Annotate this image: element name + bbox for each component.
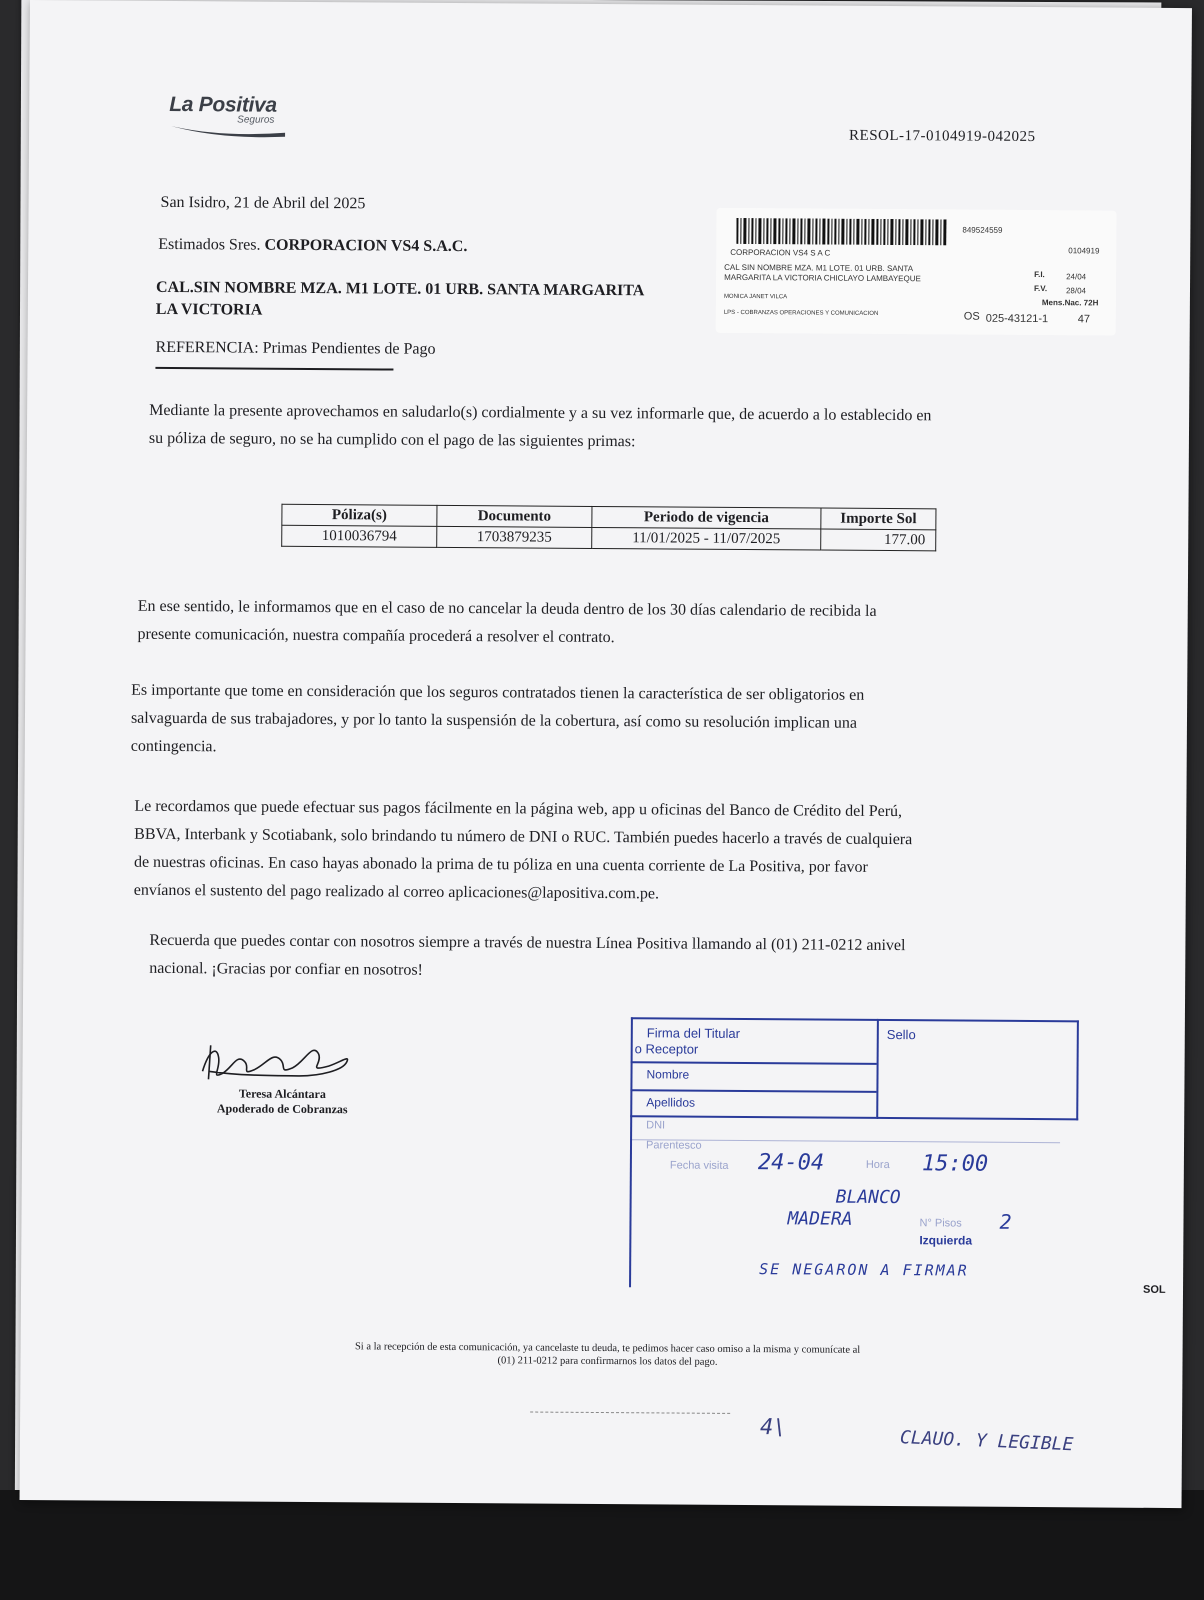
stamp-pisos-label: N° Pisos bbox=[919, 1217, 962, 1230]
divider bbox=[530, 1412, 730, 1415]
handwritten-mark: 4\ bbox=[759, 1415, 787, 1441]
stamp-dni-label: DNI bbox=[646, 1119, 666, 1132]
stamp-hora-label: Hora bbox=[865, 1158, 890, 1172]
label-person: MONICA JANET VILCA bbox=[723, 293, 788, 301]
label-department: LPS - COBRANZAS OPERACIONES Y COMUNICACION bbox=[723, 309, 879, 317]
paragraph-intro-line-1: Mediante la presente aprovechamos en saludarlo(s) cordialmente y a su vez informarle que, de acuerdo a lo establecido en bbox=[149, 401, 932, 425]
stamp-fecha-value: 24-04 bbox=[757, 1150, 825, 1176]
stamp-note: SE NEGARON A FIRMAR bbox=[759, 1260, 969, 1280]
stamp-hora-value: 15:00 bbox=[921, 1151, 989, 1177]
table-cell: 1010036794 bbox=[282, 525, 437, 547]
stamp-material-value: MADERA bbox=[787, 1208, 853, 1230]
reference-underline bbox=[155, 367, 393, 371]
barcode-number: 849524559 bbox=[962, 225, 1003, 235]
paragraph-intro bbox=[149, 397, 1109, 460]
label-company: CORPORACION VS4 S A C bbox=[730, 247, 831, 258]
paragraph-4 bbox=[134, 793, 1115, 912]
label-address-2: MARGARITA LA VICTORIA CHICLAYO LAMBAYEQUE bbox=[724, 272, 921, 284]
handwritten-signature-icon bbox=[188, 1031, 358, 1086]
table-cell: 11/01/2025 - 11/07/2025 bbox=[592, 527, 821, 550]
date-line: San Isidro, 21 de Abril del 2025 bbox=[160, 193, 366, 213]
paragraph-2 bbox=[137, 593, 1105, 656]
table-header: Periodo de vigencia bbox=[592, 506, 821, 529]
premiums-table bbox=[281, 504, 936, 552]
footer-line-1: Si a la recepción de esta comunicación, ya cancelaste tu deuda, te pedimos hacer caso omiso a la misma y comunícate al bbox=[354, 1341, 861, 1356]
stamp-lado-label: Izquierda bbox=[919, 1233, 973, 1248]
paragraph-3-line-1: Es importante que tome en consideración que los seguros contratados tienen la característica de ser obligatorios en bbox=[131, 681, 865, 704]
label-service: Mens.Nac. 72H bbox=[1041, 298, 1099, 308]
footer-note bbox=[282, 1340, 932, 1371]
barcode-icon bbox=[736, 218, 946, 245]
paragraph-3 bbox=[131, 677, 1108, 768]
company-name: CORPORACION VS4 S.A.C. bbox=[264, 236, 468, 256]
salutation-prefix: Estimados Sres. bbox=[158, 235, 261, 254]
stamp-parentesco-label: Parentesco bbox=[645, 1139, 702, 1152]
table-cell: 177.00 bbox=[821, 529, 936, 551]
stamp-firma-label-1: Firma del Titular bbox=[646, 1025, 741, 1041]
label-count: 47 bbox=[1077, 313, 1091, 326]
paragraph-2-line-1: En ese sentido, le informamos que en el caso de no cancelar la deuda dentro de los 30 días calendario de recibida la bbox=[137, 597, 877, 620]
paragraph-4-line-3: de nuestras oficinas. En caso hayas abonado la prima de tu póliza en una cuenta corriente de La Positiva, por favor bbox=[133, 853, 868, 876]
stamp-pisos-value: 2 bbox=[999, 1209, 1012, 1234]
paragraph-intro-line-2: su póliza de seguro, no se ha cumplido con el pago de las siguientes primas: bbox=[148, 429, 636, 451]
table-header: Importe Sol bbox=[821, 508, 936, 530]
paragraph-3-line-2: salvaguarda de sus trabajadores, y por lo tanto la suspensión de la cobertura, así como su resolución implican una bbox=[130, 709, 858, 732]
paragraph-5 bbox=[149, 927, 1109, 990]
handwritten-note: CLAUO. Y LEGIBLE bbox=[899, 1427, 1074, 1456]
paragraph-4-line-2: BBVA, Interbank y Scotiabank, solo brindando tu número de DNI o RUC. También puedes hacerlo a través de cualquiera bbox=[134, 825, 913, 849]
table-row bbox=[282, 525, 936, 551]
letter-page bbox=[20, 0, 1192, 1508]
delivery-stamp bbox=[629, 1009, 1081, 1302]
paragraph-3-line-3: contingencia. bbox=[130, 737, 217, 756]
paragraph-2-line-2: presente comunicación, nuestra compañía procederá a resolver el contrato. bbox=[137, 625, 615, 647]
brand-subtitle: Seguros bbox=[237, 114, 275, 126]
table-header: Póliza(s) bbox=[282, 504, 437, 526]
paragraph-4-line-4: envíanos el sustento del pago realizado al correo aplicaciones@lapositiva.com.pe. bbox=[133, 881, 660, 903]
label-address-1: CAL SIN NOMBRE MZA. M1 LOTE. 01 URB. SANTA bbox=[724, 262, 914, 274]
address-line-2: LA VICTORIA bbox=[155, 300, 263, 319]
courier-label bbox=[716, 208, 1117, 336]
paragraph-5-line-1: Recuerda que puedes contar con nosotros siempre a través de nuestra Línea Positiva llamando al (01) 211-0212 anivel bbox=[149, 931, 906, 955]
label-fv-value: 28/04 bbox=[1065, 286, 1087, 296]
stamp-firma-label-2: o Receptor bbox=[634, 1041, 699, 1057]
label-fi: F.I. bbox=[1034, 270, 1045, 280]
stamp-fecha-label: Fecha visita bbox=[669, 1159, 729, 1172]
side-mark: SOL bbox=[1142, 1283, 1166, 1296]
stamp-sello-label: Sello bbox=[886, 1027, 916, 1043]
label-fi-value: 24/04 bbox=[1066, 272, 1087, 282]
table-header: Documento bbox=[437, 505, 592, 527]
address-block bbox=[156, 277, 645, 324]
address-line-1: CAL.SIN NOMBRE MZA. M1 LOTE. 01 URB. SANTA MARGARITA bbox=[155, 278, 645, 300]
label-account: 0104919 bbox=[1068, 246, 1100, 256]
stamp-nombre-label: Nombre bbox=[646, 1067, 690, 1082]
reference-line: REFERENCIA: Primas Pendientes de Pago bbox=[155, 338, 436, 358]
reference-code: RESOL-17-0104919-042025 bbox=[849, 127, 1036, 146]
salutation bbox=[158, 231, 467, 261]
paragraph-5-line-2: nacional. ¡Gracias por confiar en nosotros! bbox=[149, 959, 423, 979]
brand-name: La Positiva bbox=[169, 92, 277, 117]
brand-logo bbox=[169, 93, 287, 138]
stamp-color-value: BLANCO bbox=[835, 1186, 901, 1209]
label-fv: F.V. bbox=[1033, 284, 1048, 294]
footer-line-2: (01) 211-0212 para confirmarnos los datos del pago. bbox=[497, 1355, 718, 1368]
premiums-table-wrap bbox=[281, 504, 936, 552]
signer-name: Teresa Alcántara bbox=[238, 1086, 326, 1102]
stamp-apellidos-label: Apellidos bbox=[646, 1095, 696, 1110]
label-os-value: 025-43121-1 bbox=[985, 312, 1049, 326]
label-os: OS bbox=[963, 310, 980, 323]
paragraph-4-line-1: Le recordamos que puede efectuar sus pagos fácilmente en la página web, app u oficinas del Banco de Crédito del Perú, bbox=[134, 797, 903, 821]
signature-block bbox=[182, 1031, 383, 1117]
table-cell: 1703879235 bbox=[437, 526, 592, 548]
signer-title: Apoderado de Cobranzas bbox=[216, 1101, 348, 1117]
